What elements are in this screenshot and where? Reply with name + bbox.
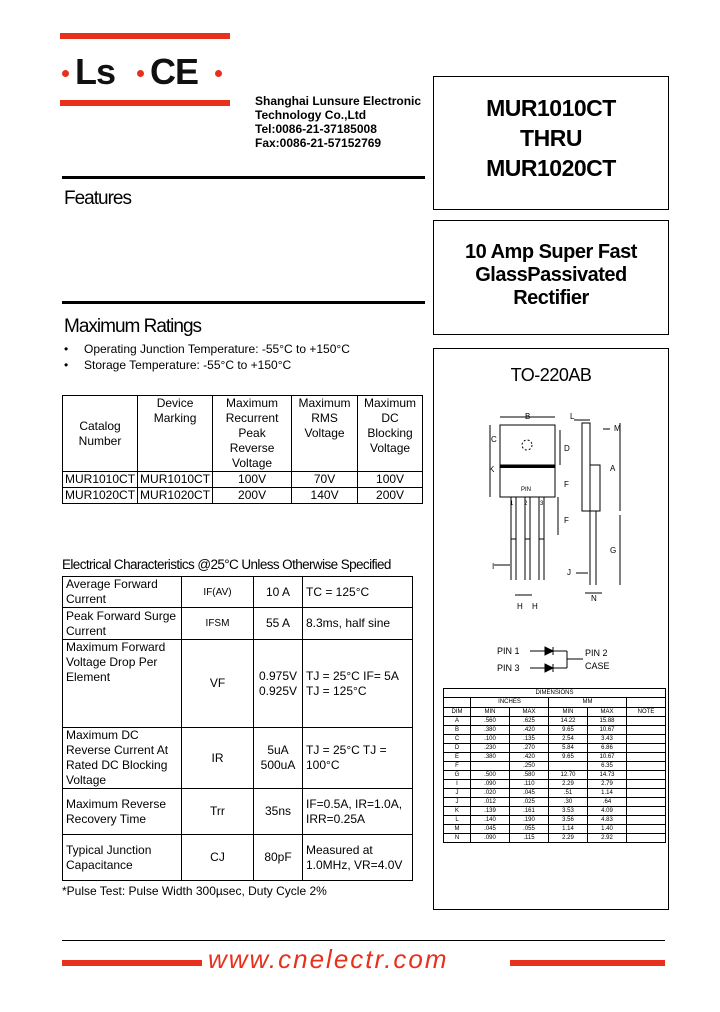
table-row [444, 762, 666, 771]
cond-cell: TJ = 25°C IF= 5A TJ = 125°C [303, 640, 413, 728]
cell: 2.92 [588, 834, 627, 843]
cell [471, 762, 510, 771]
cell: MUR1010CT [138, 472, 213, 488]
table-row [444, 771, 666, 780]
dim-label-l: L [570, 412, 575, 421]
cell: 2.29 [549, 780, 588, 789]
side-body [590, 465, 600, 511]
cell: .51 [549, 789, 588, 798]
table-row [444, 825, 666, 834]
col-vdc: Maximum DC Blocking Voltage [358, 396, 423, 472]
cell: .020 [471, 789, 510, 798]
cell: L [444, 816, 471, 825]
footer-bar-right [510, 960, 665, 966]
cell [627, 753, 666, 762]
cell: .250 [510, 762, 549, 771]
cell: G [444, 771, 471, 780]
cell: .140 [471, 816, 510, 825]
header-cell: NOTE [627, 708, 666, 717]
cell: D [444, 744, 471, 753]
header-cell: MAX [588, 708, 627, 717]
cell: .045 [471, 825, 510, 834]
col-catalog: Catalog Number [63, 396, 138, 472]
header-cell: MAX [510, 708, 549, 717]
cell: B [444, 726, 471, 735]
part-title-line2: THRU [520, 125, 582, 151]
cell: .420 [510, 726, 549, 735]
cell: .560 [471, 717, 510, 726]
table-row [444, 780, 666, 789]
cell: A [444, 717, 471, 726]
cell: .115 [510, 834, 549, 843]
logo-dot-left [62, 70, 69, 77]
cell: .055 [510, 825, 549, 834]
footer-rule [62, 940, 665, 941]
company-tel: Tel:0086-21-37185008 [255, 122, 377, 136]
company-name: Shanghai Lunsure Electronic [255, 94, 422, 108]
table-header-row [444, 708, 666, 717]
table-header-row [63, 396, 423, 472]
cell: 1.14 [549, 825, 588, 834]
pin2-label: PIN 2 [585, 648, 608, 658]
cell [627, 816, 666, 825]
dim-label-g: G [610, 546, 617, 555]
sym-cell: IF(AV) [182, 577, 254, 608]
dim-label-b: B [525, 412, 531, 421]
table-row [444, 726, 666, 735]
company-name-2: Technology Co.,Ltd [255, 108, 367, 122]
pin1-label: PIN 1 [497, 646, 520, 656]
cell: 1.40 [588, 825, 627, 834]
table-row [444, 735, 666, 744]
description-line2: GlassPassivated [475, 264, 627, 286]
dimensions-table [443, 688, 666, 843]
header-cell: DIM [444, 708, 471, 717]
param-cell: Maximum DC Reverse Current At Rated DC Blocking Voltage [63, 728, 182, 789]
table-row [63, 640, 413, 728]
pin-num-2: 2 [524, 501, 528, 507]
table-row [63, 728, 413, 789]
table-row [444, 816, 666, 825]
logo-text-right: CE [150, 51, 199, 92]
dim-title: DIMENSIONS [444, 689, 666, 698]
ratings-table [62, 395, 423, 504]
cell: .090 [471, 834, 510, 843]
cell: 100V [213, 472, 292, 488]
diode-1 [545, 647, 553, 655]
cell: MUR1020CT [138, 488, 213, 504]
dim-label-k: K [489, 465, 495, 474]
rule-top [62, 176, 425, 179]
rule-mid [62, 301, 425, 304]
param-cell: Maximum Reverse Recovery Time [63, 789, 182, 835]
cell [627, 798, 666, 807]
table-row [444, 689, 666, 698]
cell: .090 [471, 780, 510, 789]
cell [627, 780, 666, 789]
val-cell: 55 A [254, 608, 303, 640]
col-vrrm: Maximum Recurrent Peak Reverse Voltage [213, 396, 292, 472]
table-row [444, 753, 666, 762]
cell: 15.88 [588, 717, 627, 726]
company-info [255, 94, 421, 150]
table-row [444, 807, 666, 816]
cell: 10.67 [588, 726, 627, 735]
table-row [63, 472, 423, 488]
cell: J [444, 798, 471, 807]
pin3-label: PIN 3 [497, 663, 520, 673]
cell: 2.29 [549, 834, 588, 843]
dim-label-n: N [591, 594, 597, 603]
sym-cell: IR [182, 728, 254, 789]
pin-num-1: 1 [510, 501, 514, 507]
cell: 6.86 [588, 744, 627, 753]
cond-cell: TJ = 25°C TJ = 100°C [303, 728, 413, 789]
cell [627, 717, 666, 726]
table-row [444, 717, 666, 726]
pin-label: PIN [521, 487, 532, 493]
cell: .230 [471, 744, 510, 753]
cell [627, 834, 666, 843]
sym-cell: VF [182, 640, 254, 728]
table-row [63, 577, 413, 608]
table-row [63, 608, 413, 640]
cell: 3.53 [549, 807, 588, 816]
table-row [63, 789, 413, 835]
cell: 3.43 [588, 735, 627, 744]
logo-bottom-bar [60, 100, 230, 106]
header-cell: MIN [549, 708, 588, 717]
pin-schematic [495, 642, 625, 678]
cell [444, 698, 471, 708]
cell: .025 [510, 798, 549, 807]
bullet-item: • Storage Temperature: -55°C to +150°C [64, 358, 292, 372]
part-title-box [433, 76, 669, 210]
cell: MUR1010CT [63, 472, 138, 488]
val-cell: 80pF [254, 835, 303, 881]
cell: .380 [471, 753, 510, 762]
table-row [444, 744, 666, 753]
cell: 200V [213, 488, 292, 504]
cell: .380 [471, 726, 510, 735]
cell: .420 [510, 753, 549, 762]
cell: 3.56 [549, 816, 588, 825]
cell: K [444, 807, 471, 816]
rating-bullets [64, 341, 350, 373]
col-marking: Device Marking [138, 396, 213, 472]
table-row [444, 698, 666, 708]
cell: J [444, 789, 471, 798]
cell: 6.35 [588, 762, 627, 771]
cell [627, 771, 666, 780]
cond-cell: TC = 125°C [303, 577, 413, 608]
cell: .100 [471, 735, 510, 744]
cell: 9.65 [549, 753, 588, 762]
cell: .625 [510, 717, 549, 726]
cell: .270 [510, 744, 549, 753]
cell: 14.22 [549, 717, 588, 726]
table-row [63, 835, 413, 881]
cell: .135 [510, 735, 549, 744]
cell: .580 [510, 771, 549, 780]
cell: I [444, 780, 471, 789]
cell: 4.83 [588, 816, 627, 825]
cell [627, 726, 666, 735]
bullet-item: • Operating Junction Temperature: -55°C to +150°C [64, 342, 350, 356]
dim-label-j: J [567, 568, 571, 577]
cell: 2.54 [549, 735, 588, 744]
dim-label-f2: F [564, 516, 569, 525]
val-cell: 0.975V 0.925V [254, 640, 303, 728]
logo-text-left: Ls [75, 51, 116, 92]
cell: 100V [358, 472, 423, 488]
package-name: TO-220AB [510, 365, 592, 385]
cell [627, 744, 666, 753]
cell: 140V [292, 488, 358, 504]
cell: .190 [510, 816, 549, 825]
description-box [433, 220, 669, 335]
cell: .30 [549, 798, 588, 807]
cell: .161 [510, 807, 549, 816]
cell: E [444, 753, 471, 762]
sym-cell: CJ [182, 835, 254, 881]
cell: F [444, 762, 471, 771]
cell: MUR1020CT [63, 488, 138, 504]
cell: 4.09 [588, 807, 627, 816]
table-row [444, 834, 666, 843]
cell: .64 [588, 798, 627, 807]
cell: 12.70 [549, 771, 588, 780]
dim-label-h2: H [532, 602, 538, 611]
cond-cell: 8.3ms, half sine [303, 608, 413, 640]
cell: .012 [471, 798, 510, 807]
cond-cell: IF=0.5A, IR=1.0A, IRR=0.25A [303, 789, 413, 835]
dim-label-c: C [491, 435, 497, 444]
elec-table [62, 576, 413, 881]
cell: 1.14 [588, 789, 627, 798]
part-title-line3: MUR1020CT [486, 155, 616, 181]
footer-bar-left [62, 960, 202, 966]
features-heading: Features [64, 188, 131, 209]
cell [627, 735, 666, 744]
cell: C [444, 735, 471, 744]
company-logo [62, 48, 232, 98]
side-tab [582, 423, 590, 511]
param-cell: Typical Junction Capacitance [63, 835, 182, 881]
elec-heading: Electrical Characteristics @25°C Unless Otherwise Specified [62, 557, 391, 572]
header-cell: MIN [471, 708, 510, 717]
cell [627, 789, 666, 798]
pin-num-3: 3 [540, 501, 544, 507]
cell [627, 762, 666, 771]
cell: 9.65 [549, 726, 588, 735]
dim-label-h1: H [517, 602, 523, 611]
cell: 10.67 [588, 753, 627, 762]
sym-cell: Trr [182, 789, 254, 835]
param-cell: Average Forward Current [63, 577, 182, 608]
footer-url[interactable]: www.cnelectr.com [208, 944, 449, 974]
unit-mm: MM [549, 698, 627, 708]
val-cell: 10 A [254, 577, 303, 608]
logo-top-bar [60, 33, 230, 39]
mounting-hole [522, 440, 532, 450]
table-row [444, 798, 666, 807]
unit-inch: INCHES [471, 698, 549, 708]
description-line3: Rectifier [513, 287, 589, 309]
cell [549, 762, 588, 771]
cond-cell: Measured at 1.0MHz, VR=4.0V [303, 835, 413, 881]
cell [627, 807, 666, 816]
sym-cell: IFSM [182, 608, 254, 640]
val-cell: 5uA 500uA [254, 728, 303, 789]
dim-label-i: I [492, 562, 495, 571]
max-ratings-heading: Maximum Ratings [64, 316, 202, 337]
company-fax: Fax:0086-21-57152769 [255, 136, 382, 150]
cell: .045 [510, 789, 549, 798]
cell [627, 698, 666, 708]
val-cell: 35ns [254, 789, 303, 835]
param-cell: Peak Forward Surge Current [63, 608, 182, 640]
diode-2 [545, 664, 553, 672]
param-cell: Maximum Forward Voltage Drop Per Element [63, 640, 182, 728]
dim-label-d: D [564, 444, 570, 453]
description-line1: 10 Amp Super Fast [465, 241, 637, 263]
cell: N [444, 834, 471, 843]
dim-label-m: M [614, 424, 621, 433]
cell: .139 [471, 807, 510, 816]
cell: 2.79 [588, 780, 627, 789]
dim-label-a: A [610, 464, 616, 473]
part-title-line1: MUR1010CT [486, 95, 616, 121]
dim-label-f: F [564, 480, 569, 489]
cell: .500 [471, 771, 510, 780]
cell: 14.73 [588, 771, 627, 780]
cell: 5.84 [549, 744, 588, 753]
table-row [444, 789, 666, 798]
cell: 200V [358, 488, 423, 504]
table-row [63, 488, 423, 504]
logo-dot-mid [137, 70, 144, 77]
col-vrms: Maximum RMS Voltage [292, 396, 358, 472]
cell: M [444, 825, 471, 834]
pulse-note: *Pulse Test: Pulse Width 300µsec, Duty Cycle 2% [62, 884, 327, 898]
cell [627, 825, 666, 834]
logo-dot-right [215, 70, 222, 77]
cell: .110 [510, 780, 549, 789]
cell: 70V [292, 472, 358, 488]
case-label: CASE [585, 661, 610, 671]
